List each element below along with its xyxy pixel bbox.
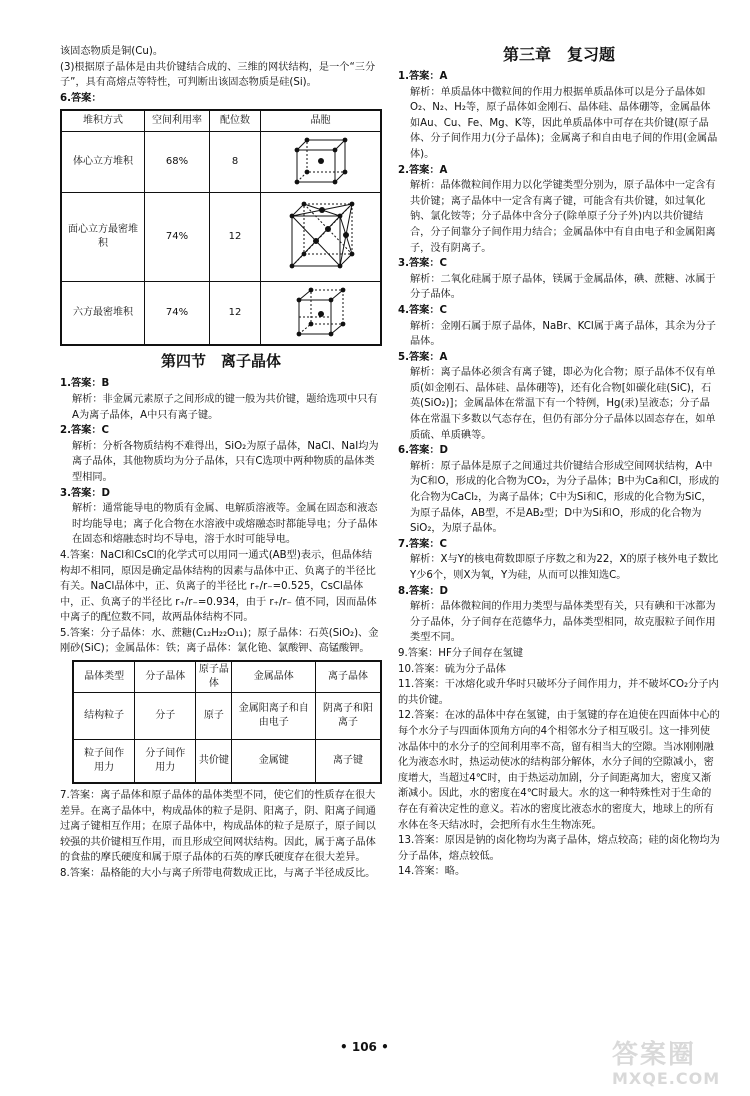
review-answer-5-explanation: 解析：离子晶体必须含有离子键，即必为化合物；原子晶体不仅有单质(如金刚石、晶体硅、晶体硼等)，还有化合物[如碳化硅(SiC)，石英(SiO₂)]；金属晶体在常温下有一个特例，Hg(汞)呈液态；分子晶体在常温下多数以气态存在，但仍有部分分子晶体以固态存在，如单质硫、单质碘等。 bbox=[410, 367, 716, 441]
review-answer-6: 6.答案：D bbox=[398, 445, 448, 457]
review-answer-8: 8.答案：D bbox=[398, 585, 448, 597]
packing-header-type: 堆积方式 bbox=[61, 110, 145, 132]
packing-header-cell: 晶胞 bbox=[261, 110, 382, 132]
packing-ratio: 74% bbox=[145, 282, 210, 346]
table-row bbox=[61, 193, 381, 282]
packing-type: 六方最密堆积 bbox=[61, 282, 145, 346]
watermark-logo bbox=[612, 1040, 744, 1094]
review-answer-9: 9.答案：HF分子间存在氢键 bbox=[398, 647, 524, 659]
page-number: • 106 • bbox=[340, 1040, 389, 1054]
intro-line-1: 该固态物质是铜(Cu)。 bbox=[60, 46, 164, 57]
review-answer-8-explanation: 解析：晶体微粒间的作用力类型与晶体类型有关，只有碘和干冰都为分子晶体，分子间存在范德华力，晶体类型相同，故克服粒子间作用类型不同。 bbox=[410, 601, 716, 644]
fcc-unit-cell-diagram bbox=[261, 193, 382, 282]
review-answer-1: 1.答案：A bbox=[398, 71, 448, 82]
packing-header-ratio: 空间利用率 bbox=[145, 110, 210, 132]
review-answer-2-explanation: 解析：晶体微粒间作用力以化学键类型分别为，原子晶体中一定含有共价键；离子晶体中一定含有离子键，可能含有共价键，如过氧化钠、氯化铵等；分子晶体中含分子(除单原子分子外)内以共价键结合，分子间靠分子间作用力结合；金属晶体中有自由电子和金属阳离子，没有阴离子。 bbox=[410, 180, 716, 254]
review-answer-11: 11.答案：干冰熔化或升华时只破坏分子间作用力，并不破坏CO₂分子内的共价键。 bbox=[398, 679, 719, 706]
crystal-cell: 金属阳离子和自由电子 bbox=[232, 693, 316, 740]
review-answer-4-explanation: 解析：金刚石属于原子晶体，NaBr、KCl属于离子晶体，其余为分子晶体。 bbox=[410, 320, 716, 348]
review-answer-13: 13.答案：原因是钠的卤化物均为离子晶体，熔点较高；硅的卤化物均为分子晶体，熔点较低。 bbox=[398, 835, 720, 862]
crystal-cell: 结构粒子 bbox=[73, 693, 135, 740]
packing-coord: 12 bbox=[210, 193, 261, 282]
answer-7: 7.答案：离子晶体和原子晶体的晶体类型不同，使它们的性质存在很大差异。在离子晶体中，构成晶体的粒子是阴、阳离子，阴、阳离子间通过离子键相互作用；在原子晶体中，构成晶体的粒子是原子，原子间以较强的共价键相互作用，而且形成空间网状结构。因此，属于离子晶体的食盐的摩氏硬度和属于原子晶体的石英的摩氏硬度存在很大差异。 bbox=[60, 790, 376, 864]
crystal-cell: 粒子间作用力 bbox=[73, 740, 135, 784]
section-title: 第四节 离子晶体 bbox=[160, 352, 281, 371]
review-answer-7-explanation: 解析：X与Y的核电荷数即原子序数之和为22，X的原子核外电子数比Y少6个，则X为氧，Y为硅，从而可以推知选C。 bbox=[410, 554, 719, 581]
crystal-cell: 离子键 bbox=[316, 740, 381, 784]
packing-coord: 8 bbox=[210, 132, 261, 193]
review-answer-14: 14.答案：略。 bbox=[398, 866, 466, 878]
packing-ratio: 74% bbox=[145, 193, 210, 282]
packing-header-coord: 配位数 bbox=[210, 110, 261, 132]
table-row bbox=[61, 132, 381, 193]
answer-4: 4.答案：NaCl和CsCl的化学式可以用同一通式(AB型)表示，但晶体结构却不相同，原因是确定晶体结构的因素与晶体中正、负离子的半径比有关。NaCl晶体中，正、负离子的半径比 r₊/r₋=0.525，CsCl晶体中，正、负离子的半径比 r₊/r₋=0.934，由于 r₊/r₋ 值不同，因而晶体中离子的配位数不同，故两晶体结构不同。 bbox=[60, 549, 377, 624]
hcp-unit-cell-diagram bbox=[261, 282, 382, 346]
crystal-header: 晶体类型 bbox=[73, 661, 135, 693]
packing-type: 体心立方堆积 bbox=[61, 132, 145, 193]
answer-3: 3.答案：D bbox=[60, 487, 110, 499]
review-answer-6-explanation: 解析：原子晶体是原子之间通过共价键结合形成空间网状结构，A中为C和O，形成的化合物为CO₂，为分子晶体；B中为Ca和Cl，形成的化合物为CaCl₂，为离子晶体；C中为Si和C，形成的化合物为SiC，为原子晶体，AB型，不是AB₂型；D中为Si和O，形成的化合物为SiO₂，为原子晶体。 bbox=[410, 460, 720, 535]
crystal-header: 分子晶体 bbox=[135, 661, 196, 693]
crystal-header: 原子晶体 bbox=[196, 661, 232, 693]
answer-2-explanation: 解析：分析各物质结构不难得出，SiO₂为原子晶体，NaCl、NaI均为离子晶体，其他物质均为分子晶体，只有C选项中两种物质的晶体类型相同。 bbox=[72, 440, 379, 483]
review-answer-10: 10.答案：硫为分子晶体 bbox=[398, 663, 506, 675]
crystal-cell: 阴离子和阳离子 bbox=[316, 693, 381, 740]
table-row bbox=[73, 661, 381, 693]
chapter-title: 第三章 复习题 bbox=[502, 45, 615, 64]
answer-1: 1.答案：B bbox=[60, 378, 110, 390]
crystal-header: 金属晶体 bbox=[232, 661, 316, 693]
crystal-cell: 分子间作用力 bbox=[135, 740, 196, 784]
table-row bbox=[73, 693, 381, 740]
crystal-type-table bbox=[72, 660, 382, 784]
answer-1-explanation: 解析：非金属元素原子之间形成的键一般为共价键，题给选项中只有A为离子晶体，A中只有离子键。 bbox=[72, 393, 378, 421]
watermark-text: 答案圈 bbox=[612, 1040, 697, 1070]
crystal-cell: 金属键 bbox=[232, 740, 316, 784]
review-answer-2: 2.答案：A bbox=[398, 164, 448, 176]
crystal-cell: 原子 bbox=[196, 693, 232, 740]
packing-ratio: 68% bbox=[145, 132, 210, 193]
review-answer-12: 12.答案：在冰的晶体中存在氢键，由于氢键的存在迫使在四面体中心的每个水分子与四面体顶角方向的4个相邻水分子相互吸引。这一排列使冰晶体中的水分子的空间利用率不高，留有相当大的空隙。当冰刚刚融化为液态水时，热运动使冰的结构部分解体，水分子间的空隙减小，密度增大，当超过4℃时，由于热运动加剧，分子间距离加大，密度又渐渐减小。因此，水的密度在4℃时最大。水的这一种特殊性对于生命的存在有着决定性的意义。若冰的密度比液态水的密度大，地球上的所有水体在冬天结冰时，会把所有水生生物冻死。 bbox=[398, 710, 720, 831]
crystal-header: 离子晶体 bbox=[316, 661, 381, 693]
review-answer-3: 3.答案：C bbox=[398, 258, 447, 270]
intro-line-2: (3)根据原子晶体是由共价键结合成的、三维的网状结构，是一个“三分子”，具有高熔点等特性，可判断出该固态物质是硅(Si)。 bbox=[60, 61, 376, 89]
crystal-cell: 共价键 bbox=[196, 740, 232, 784]
crystal-cell: 分子 bbox=[135, 693, 196, 740]
table-row bbox=[61, 282, 381, 346]
answer-8: 8.答案：晶格能的大小与离子所带电荷数成正比，与离子半径成反比。 bbox=[60, 868, 376, 880]
answer-6-label: 6.答案： bbox=[60, 92, 102, 104]
packing-table bbox=[60, 109, 382, 346]
bcc-unit-cell-diagram bbox=[261, 132, 382, 193]
right-column bbox=[398, 44, 720, 880]
packing-type: 面心立方最密堆积 bbox=[61, 193, 145, 282]
review-answer-4: 4.答案：C bbox=[398, 304, 447, 316]
review-answer-7: 7.答案：C bbox=[398, 538, 447, 550]
table-row bbox=[73, 740, 381, 784]
answer-2: 2.答案：C bbox=[60, 425, 109, 437]
answer-5: 5.答案：分子晶体：水、蔗糖(C₁₂H₂₂O₁₁)；原子晶体：石英(SiO₂)、金刚砂(SiC)；金属晶体：铁；离子晶体：氯化铯、氯酸钾、高锰酸钾。 bbox=[60, 627, 379, 655]
packing-coord: 12 bbox=[210, 282, 261, 346]
answer-3-explanation: 解析：通常能导电的物质有金属、电解质溶液等。金属在固态和液态时均能导电；离子化合物在水溶液中或熔融态时都能导电；分子晶体在固态和熔融态时均不导电，溶于水时可能导电。 bbox=[72, 503, 378, 546]
left-column bbox=[60, 44, 382, 882]
review-answer-1-explanation: 解析：单质晶体中微粒间的作用力根据单质晶体可以是分子晶体如O₂、N₂、H₂等，原子晶体如金刚石、晶体硅、晶体硼等，金属晶体如Au、Cu、Fe、Mg、K等，因此单质晶体中可存在共价键(原子晶体、分子间作用力(分子晶体)；金属离子和自由电子间的作用(金属晶体)。 bbox=[410, 86, 718, 160]
watermark-url: MXQE.COM bbox=[612, 1069, 721, 1088]
review-answer-5: 5.答案：A bbox=[398, 351, 448, 363]
review-answer-3-explanation: 解析：二氧化硅属于原子晶体，镁属于金属晶体，碘、蔗糖、冰属于分子晶体。 bbox=[410, 273, 716, 301]
